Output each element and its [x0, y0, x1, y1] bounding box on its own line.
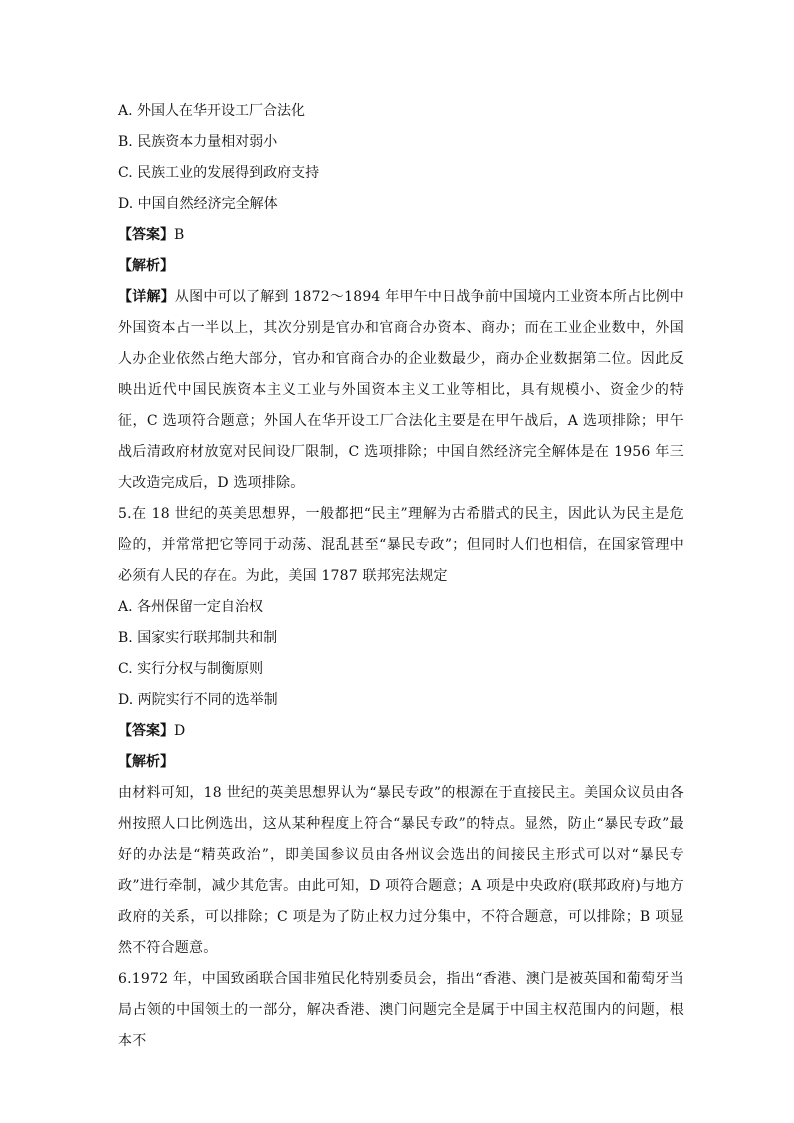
q4-option-b: B. 民族资本力量相对弱小	[118, 134, 278, 150]
q4-option-a: A. 外国人在华开设工厂合法化	[118, 103, 306, 119]
q4-option-c: C. 民族工业的发展得到政府支持	[118, 165, 320, 181]
detail-tag: 【详解】	[118, 289, 175, 305]
q4-option-d: D. 中国自然经济完全解体	[118, 196, 278, 212]
q5-analysis: 由材料可知，18 世纪的英美思想界认为“暴民专政”的根源在于直接民主。美国众议员由各州按照人口比例选出，这从某种程度上符合“暴民专政”的特点。显然，防止“暴民专政”最好的办法是“精英政治”，即美国参议员由各州议会选出的间接民主形式可以对“暴民专政”进行牵制，减少其危害。由此可知，D 项符合题意；A 项是中央政府(联邦政府)与地方政府的关系，可以排除；C 项是为了防止权力过分集中，不符合题意，可以排除；B 项显然不符合题意。	[118, 785, 684, 956]
q5-option-a: A. 各州保留一定自治权	[118, 599, 264, 615]
q5-analysis-tag: 【解析】	[118, 754, 174, 770]
q4-answer	[118, 220, 684, 251]
answer-value: D	[174, 723, 186, 739]
q5-option-d: D. 两院实行不同的选举制	[118, 692, 278, 708]
q4-detail	[118, 282, 684, 499]
q5-option-b: B. 国家实行联邦制共和制	[118, 630, 278, 646]
answer-tag: 【答案】	[118, 723, 174, 739]
q5-option-c: C. 实行分权与制衡原则	[118, 661, 264, 677]
document-page	[118, 96, 684, 1057]
q6-stem: 6.1972 年，中国致函联合国非殖民化特别委员会，指出“香港、澳门是被英国和葡萄牙当局占领的中国领土的一部分，解决香港、澳门问题完全是属于中国主权范围内的问题，根本不	[118, 971, 684, 1049]
answer-value: B	[174, 227, 185, 243]
q4-analysis-tag: 【解析】	[118, 258, 174, 274]
q5-answer	[118, 716, 684, 747]
detail-text: 从图中可以了解到 1872～1894 年甲午中日战争前中国境内工业资本所占比例中外国资本占一半以上，其次分别是官办和官商合办资本、商办；而在工业企业数中，外国人办企业依然占绝大部分，官办和官商合办的企业数最少，商办企业数据第二位。因此反映出近代中国民族资本主义工业与外国资本主义工业等相比，具有规模小、资金少的特征，C 选项符合题意；外国人在华开设工厂合法化主要是在甲午战后，A 选项排除；甲午战后清政府材放宽对民间设厂限制，C 选项排除；中国自然经济完全解体是在 1956 年三大改造完成后，D 选项排除。	[118, 289, 684, 491]
answer-tag: 【答案】	[118, 227, 174, 243]
q5-stem: 5.在 18 世纪的英美思想界，一般都把“民主”理解为古希腊式的民主，因此认为民主是危险的，并常常把它等同于动荡、混乱甚至“暴民专政”；但同时人们也相信，在国家管理中必须有人民的存在。为此，美国 1787 联邦宪法规定	[118, 506, 684, 584]
